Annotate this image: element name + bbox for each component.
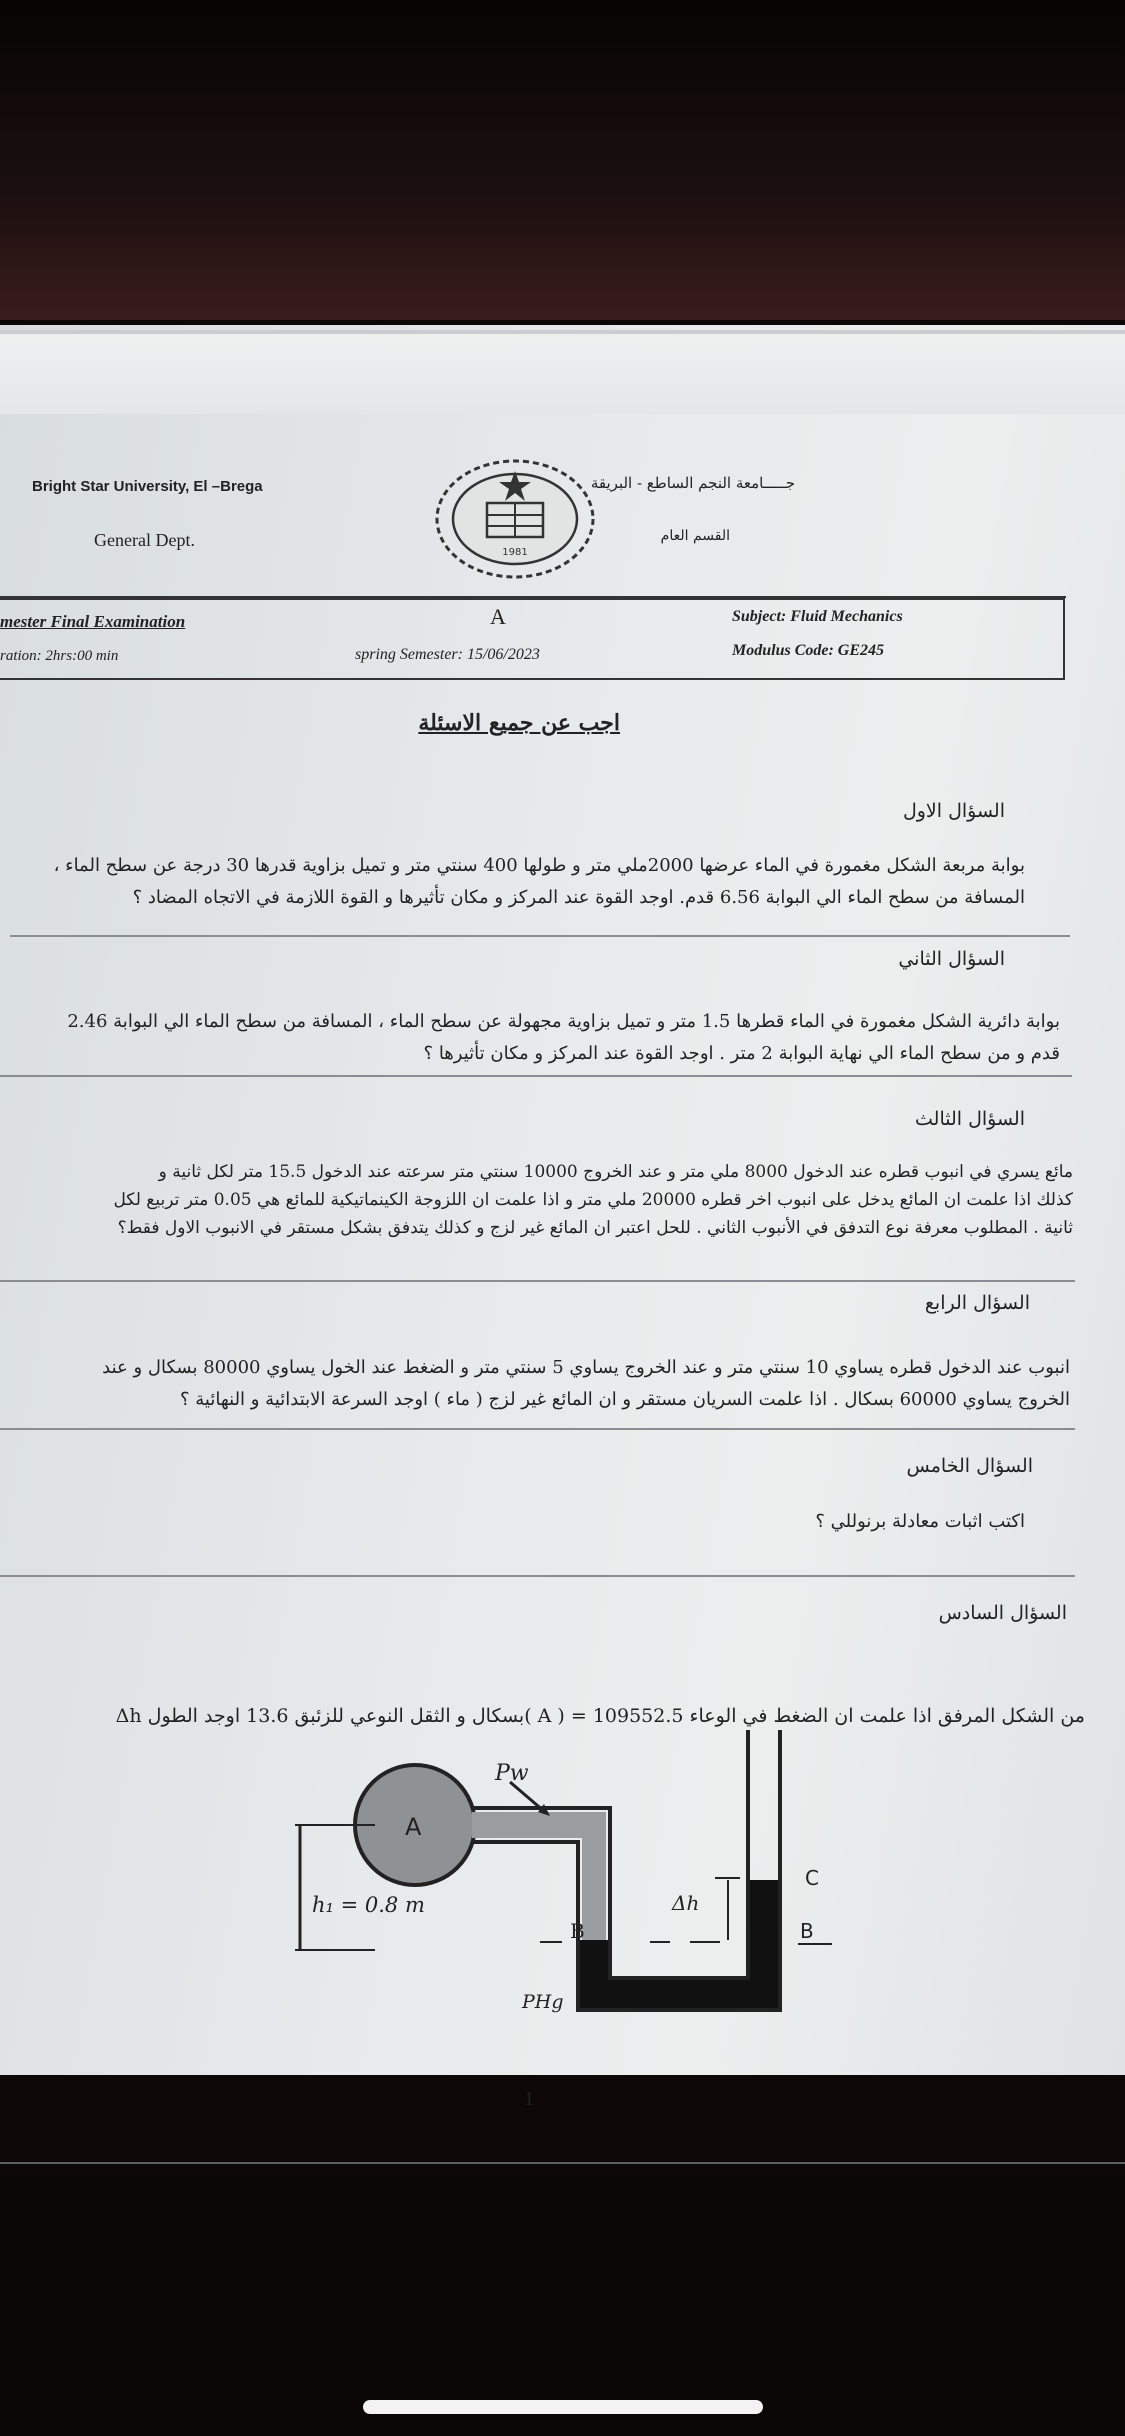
modulus-code: Modulus Code: GE245 [732,642,885,659]
subject: Subject: Fluid Mechanics [732,608,903,625]
paper-top-edge [0,330,1125,414]
university-name-ar: جـــــامعة النجم الساطع - البريقة [590,474,795,492]
svg-text:A: A [405,1813,422,1841]
question-1-title: السؤال الاول [902,800,1005,822]
question-3-title: السؤال الثالث [915,1108,1025,1130]
exam-info-box [0,598,1065,680]
svg-text:B: B [800,1919,814,1943]
university-name-en: Bright Star University, El –Brega [32,478,263,495]
exam-semester: spring Semester: 15/06/2023 [355,646,540,663]
instruction: اجب عن جميع الاسئلة [418,710,620,736]
department-name-en: General Dept. [94,530,195,550]
question-1-text: بوابة مربعة الشكل مغمورة في الماء عرضها 2000ملي متر و طولها 400 سنتي متر و تميل بزاوية قدرها 30 درجة عن سطح الماء ، المسافة من سطح الماء الي البوابة 6.56 قدم. اوجد القوة عند المركز و مكان تأثيرها و القوة اللازمة في الاتجاه المضاد ؟ [53,855,1025,908]
question-4-text: انبوب عند الدخول قطره يساوي 10 سنتي متر و عند الخروج يساوي 5 سنتي متر و الضغط عند الخول يساوي 80000 بسكال و عند الخروج يساوي 60000 بسكال . اذا علمت السريان مستقر و ان المائع غير لزج ( ماء ) اوجد السرعة الابتدائية و النهائية ؟ [102,1357,1070,1410]
question-5-text: اكتب اثبات معادلة برنوللي ؟ [815,1511,1025,1532]
question-5-title: السؤال الخامس [906,1455,1033,1477]
home-indicator[interactable] [363,2400,763,2414]
question-4-title: السؤال الرابع [924,1292,1030,1314]
svg-text:C: C [805,1866,819,1890]
question-6-text: من الشكل المرفق اذا علمت ان الضغط في الوعاء A ) = 109552.5 )بسكال و الثقل النوعي للزئبق 13.6 اوجد الطول Δh [115,1705,1085,1727]
question-6-title: السؤال السادس [938,1602,1067,1624]
exam-version: A [490,604,506,629]
svg-text:Pw: Pw [495,1761,529,1786]
svg-text:PHg: PHg [522,1991,564,2013]
svg-text:1981: 1981 [502,547,528,558]
svg-text:Δh: Δh [672,1891,700,1915]
question-2-text: بوابة دائرية الشكل مغمورة في الماء قطرها 1.5 متر و تميل بزاوية مجهولة عن سطح الماء ، المسافة من سطح الماء الي البوابة 2.46 قدم و من سطح الماء الي نهاية البوابة 2 متر . اوجد القوة عند المركز و مكان تأثيرها ؟ [67,1011,1060,1064]
svg-text:h₁ = 0.8 m: h₁ = 0.8 m [312,1893,425,1917]
svg-text:B: B [570,1919,585,1943]
page-number: 1 [524,2088,534,2110]
background-bottom [0,2175,1125,2436]
question-3-text: مائع يسري في انبوب قطره عند الدخول 8000 ملي متر و عند الخروج 10000 سنتي متر سرعته عند الدخول 15.5 متر لكل ثانية و كذلك اذا علمت ان المائع يدخل على انبوب اخر قطره 20000 ملي متر و اذا علمت ان اللزوجة الكينماتيكية للمائع هي 0.05 متر تربيع لكل ثانية . المطلوب معرفة نوع التدفق في الأنبوب الثاني . للحل اعتبر ان المائع غير لزج و كذلك يتدفق بشكل مستقر في الانبوب الاول فقط؟ [113,1162,1073,1238]
department-name-ar: القسم العام [660,528,730,544]
background-top [0,0,1125,320]
exam-duration: ration: 2hrs:00 min [0,648,119,664]
question-2-title: السؤال الثاني [898,948,1005,970]
manometer-diagram [250,1720,890,2030]
university-seal [425,455,605,583]
exam-title: mester Final Examination [0,612,186,631]
